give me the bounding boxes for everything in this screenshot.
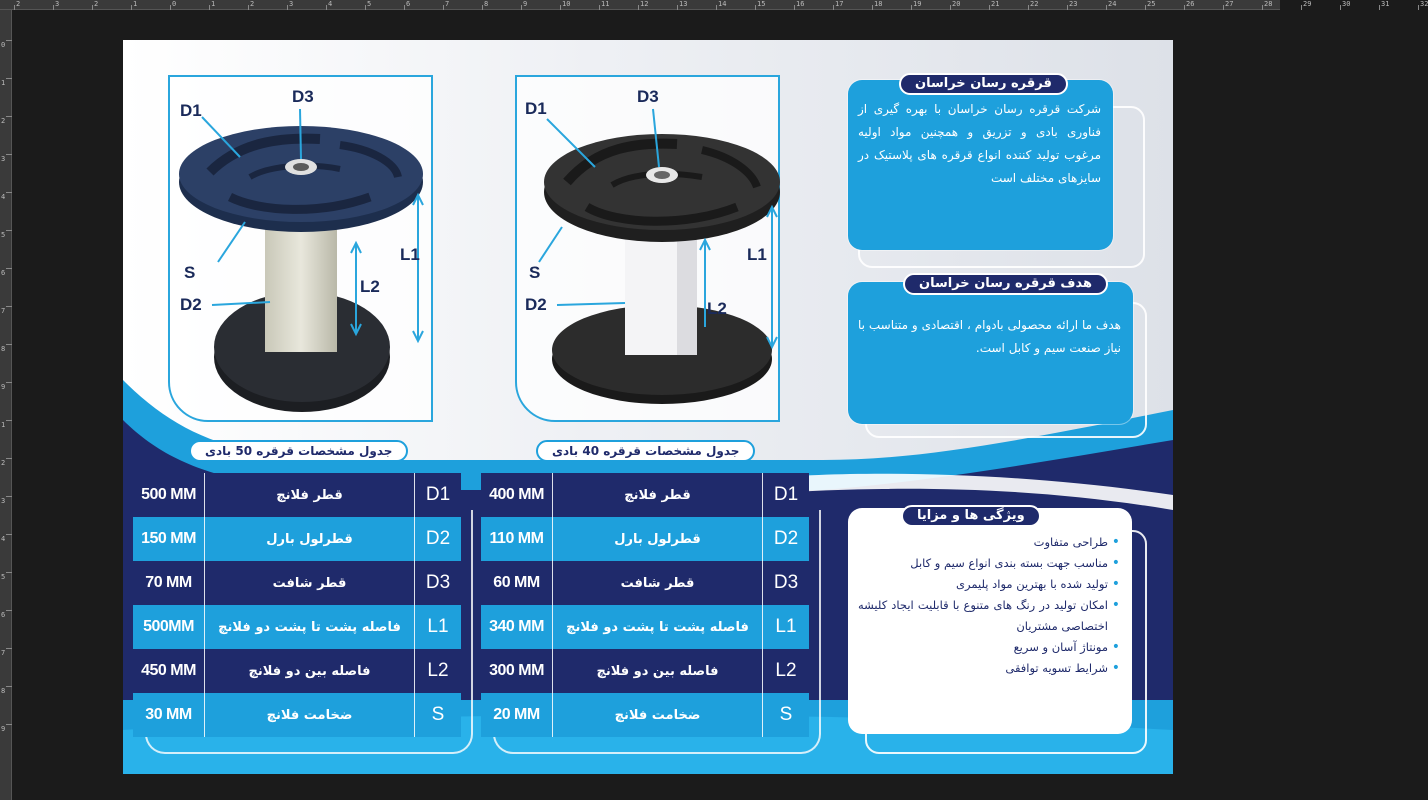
goal-title: هدف قرقره رسان خراسان — [903, 273, 1108, 295]
ruler-tick — [872, 5, 873, 10]
spec-row-d2 — [133, 517, 461, 561]
ruler-tick — [6, 534, 12, 535]
feature-item: • طراحی متفاوت — [858, 532, 1118, 553]
ruler-tick — [6, 382, 12, 383]
ruler-tick — [1067, 5, 1068, 10]
ruler-tick — [6, 496, 12, 497]
ruler-number: 2 — [94, 0, 99, 8]
ruler-number: 18 — [874, 0, 883, 8]
ruler-tick — [482, 5, 483, 10]
label-d2: D2 — [180, 295, 202, 314]
ruler-tick — [989, 5, 990, 10]
about-text: شرکت قرقره رسان خراسان با بهره گیری از فناوری بادی و تزریق و همچنین مواد اولیه مرغوب تولید کننده انواع قرقره های پلاستیک در سایزهای مختلف است — [858, 102, 1101, 185]
spec-row-d2 — [481, 517, 809, 561]
ruler-number: 10 — [562, 0, 571, 8]
ruler-tick — [1301, 5, 1302, 10]
feature-item: • شرایط تسویه توافقی — [858, 658, 1118, 679]
spec-row-l1 — [133, 605, 461, 649]
ruler-tick — [443, 5, 444, 10]
feature-item: • مونتاژ آسان و سریع — [858, 637, 1118, 658]
spec-code: L1 — [427, 616, 449, 637]
feature-item: • امکان تولید در رنگ های متنوع با قابلیت ایجاد کلیشه اختصاصی مشتریان — [858, 595, 1118, 637]
spec-value: 500MM — [133, 605, 205, 649]
ruler-number: 2 — [1, 459, 6, 467]
spec-code: D2 — [773, 528, 799, 549]
spec-value: 30 MM — [133, 693, 205, 737]
ruler-tick — [6, 648, 12, 649]
ruler-number: 1 — [1, 421, 6, 429]
ruler-number: 13 — [679, 0, 688, 8]
ruler-number: 7 — [445, 0, 450, 8]
ruler-tick — [950, 5, 951, 10]
spec-code: D2 — [425, 528, 451, 549]
ruler-tick — [6, 686, 12, 687]
goal-text: هدف ما ارائه محصولی بادوام ، اقتصادی و متناسب با نیاز صنعت سیم و کابل است. — [858, 318, 1121, 355]
ruler-number: 14 — [718, 0, 727, 8]
ruler-tick — [92, 5, 93, 10]
ruler-tick — [209, 5, 210, 10]
ruler-number: 25 — [1147, 0, 1156, 8]
spec-row-s — [133, 693, 461, 737]
ruler-tick — [638, 5, 639, 10]
spec-name: ضخامت فلانچ — [553, 693, 763, 737]
ruler-number: 9 — [1, 383, 6, 391]
ruler-number: 9 — [523, 0, 528, 8]
spec-value: 70 MM — [133, 561, 205, 605]
spec-50-caption: جدول مشخصات قرقره 50 بادی — [189, 440, 408, 462]
ruler-number: 24 — [1108, 0, 1117, 8]
ruler-tick — [6, 572, 12, 573]
feature-item: • تولید شده با بهترین مواد پلیمری — [858, 574, 1118, 595]
ruler-tick — [794, 5, 795, 10]
ruler-tick — [6, 306, 12, 307]
spec-code: L2 — [427, 660, 449, 681]
ruler-number: 20 — [952, 0, 961, 8]
ruler-tick — [6, 78, 12, 79]
ruler-number: 2 — [16, 0, 21, 8]
label-l1: L1 — [400, 245, 420, 264]
ruler-number: 26 — [1186, 0, 1195, 8]
ruler-tick — [6, 154, 12, 155]
ruler-tick — [6, 458, 12, 459]
ruler-tick — [1418, 5, 1419, 10]
ruler-tick — [365, 5, 366, 10]
ruler-number: 8 — [1, 687, 6, 695]
ruler-tick — [833, 5, 834, 10]
ruler-left — [0, 10, 12, 800]
ruler-number: 3 — [289, 0, 294, 8]
spec-40-caption: جدول مشخصات قرقره 40 بادی — [536, 440, 755, 462]
spec-name: قطرلول بارل — [553, 517, 763, 561]
ruler-number: 0 — [1, 41, 6, 49]
ruler-number: 30 — [1342, 0, 1351, 8]
ruler-number: 5 — [1, 231, 6, 239]
spec-row-d1 — [481, 473, 809, 517]
ruler-tick — [1223, 5, 1224, 10]
spec-value: 110 MM — [481, 517, 553, 561]
ruler-top — [0, 0, 1428, 10]
ruler-number: 15 — [757, 0, 766, 8]
spec-code: L2 — [775, 660, 797, 681]
spec-name: قطر فلانچ — [205, 473, 415, 517]
spec-value: 60 MM — [481, 561, 553, 605]
spec-code: D1 — [773, 484, 799, 505]
spec-name: قطرلول بارل — [205, 517, 415, 561]
ruler-tick — [1340, 5, 1341, 10]
ruler-tick — [1106, 5, 1107, 10]
ruler-tick — [1145, 5, 1146, 10]
spec-name: قطر فلانچ — [553, 473, 763, 517]
ruler-number: 6 — [1, 611, 6, 619]
spec-row-d3 — [133, 561, 461, 605]
label-l1: L1 — [747, 245, 767, 264]
features-list — [858, 532, 1118, 679]
spec-row-d3 — [481, 561, 809, 605]
spec-value: 400 MM — [481, 473, 553, 517]
ruler-tick — [1184, 5, 1185, 10]
ruler-tick — [6, 344, 12, 345]
feature-item: • مناسب جهت بسته بندی انواع سیم و کابل — [858, 553, 1118, 574]
spec-code: S — [431, 704, 445, 725]
ruler-number: 23 — [1069, 0, 1078, 8]
ruler-tick — [1379, 5, 1380, 10]
spec-value: 300 MM — [481, 649, 553, 693]
spec-value: 500 MM — [133, 473, 205, 517]
spec-value: 450 MM — [133, 649, 205, 693]
ruler-tick — [716, 5, 717, 10]
spec-row-l2 — [481, 649, 809, 693]
ruler-number: 8 — [484, 0, 489, 8]
ruler-tick — [1262, 5, 1263, 10]
ruler-number: 7 — [1, 307, 6, 315]
ruler-number: 31 — [1381, 0, 1390, 8]
spec-row-l1 — [481, 605, 809, 649]
spec-value: 150 MM — [133, 517, 205, 561]
ruler-number: 0 — [172, 0, 177, 8]
ruler-number: 5 — [1, 573, 6, 581]
spec-code: D3 — [773, 572, 799, 593]
ruler-number: 22 — [1030, 0, 1039, 8]
spec-name: فاصله پشت تا پشت دو فلانچ — [205, 605, 415, 649]
spool-40-photo-frame — [515, 75, 780, 422]
flyer-canvas — [123, 40, 1173, 774]
ruler-number: 16 — [796, 0, 805, 8]
ruler-number: 2 — [250, 0, 255, 8]
label-l2: L2 — [707, 299, 727, 318]
spec-name: قطر شافت — [553, 561, 763, 605]
spec-name: فاصله پشت تا پشت دو فلانچ — [553, 605, 763, 649]
spec-name: قطر شافت — [205, 561, 415, 605]
spool-40-illustration — [517, 77, 782, 424]
ruler-number: 7 — [1, 649, 6, 657]
ruler-number: 11 — [601, 0, 610, 8]
label-d2: D2 — [525, 295, 547, 314]
spec-row-d1 — [133, 473, 461, 517]
ruler-number: 27 — [1225, 0, 1234, 8]
ruler-tick — [521, 5, 522, 10]
ruler-tick — [326, 5, 327, 10]
about-box — [848, 80, 1113, 250]
ruler-number: 8 — [1, 345, 6, 353]
goal-box — [848, 282, 1133, 424]
ruler-number: 3 — [1, 155, 6, 163]
ruler-number: 29 — [1303, 0, 1312, 8]
label-s: S — [184, 263, 196, 282]
ruler-number: 32 — [1420, 0, 1428, 8]
ruler-number: 1 — [211, 0, 216, 8]
ruler-tick — [6, 724, 12, 725]
ruler-number: 9 — [1, 725, 6, 733]
label-d1: D1 — [180, 101, 202, 120]
ruler-tick — [599, 5, 600, 10]
ruler-tick — [6, 268, 12, 269]
ruler-number: 3 — [1, 497, 6, 505]
ruler-tick — [248, 5, 249, 10]
label-s: S — [529, 263, 541, 282]
ruler-tick — [6, 40, 12, 41]
ruler-number: 17 — [835, 0, 844, 8]
spec-50-table — [133, 473, 461, 737]
ruler-number: 4 — [1, 193, 6, 201]
label-d3: D3 — [637, 87, 659, 106]
ruler-number: 4 — [1, 535, 6, 543]
ruler-tick — [677, 5, 678, 10]
ruler-tick — [6, 192, 12, 193]
ruler-number: 21 — [991, 0, 1000, 8]
about-title: قرقره رسان خراسان — [899, 73, 1068, 95]
ruler-tick — [755, 5, 756, 10]
ruler-number: 1 — [133, 0, 138, 8]
spool-50-photo-frame — [168, 75, 433, 422]
ruler-number: 12 — [640, 0, 649, 8]
ruler-number: 6 — [406, 0, 411, 8]
ruler-tick — [287, 5, 288, 10]
ruler-number: 1 — [1, 79, 6, 87]
ruler-tick — [560, 5, 561, 10]
spec-40-table — [481, 473, 809, 737]
ruler-tick — [170, 5, 171, 10]
label-l2: L2 — [360, 277, 380, 296]
spec-name: ضخامت فلانچ — [205, 693, 415, 737]
ruler-tick — [53, 5, 54, 10]
ruler-number: 28 — [1264, 0, 1273, 8]
ruler-tick — [911, 5, 912, 10]
spec-value: 20 MM — [481, 693, 553, 737]
ruler-tick — [6, 420, 12, 421]
label-d3: D3 — [292, 87, 314, 106]
spec-name: فاصله بین دو فلانچ — [205, 649, 415, 693]
ruler-tick — [131, 5, 132, 10]
ruler-tick — [404, 5, 405, 10]
ruler-tick — [6, 610, 12, 611]
label-d1: D1 — [525, 99, 547, 118]
spool-50-illustration — [170, 77, 435, 424]
ruler-tick — [6, 116, 12, 117]
spec-code: D1 — [425, 484, 451, 505]
spec-code: L1 — [775, 616, 797, 637]
spec-name: فاصله بین دو فلانچ — [553, 649, 763, 693]
ruler-tick — [6, 230, 12, 231]
ruler-number: 2 — [1, 117, 6, 125]
features-title: ویژگی ها و مزایا — [901, 505, 1041, 527]
ruler-tick — [14, 5, 15, 10]
ruler-number: 6 — [1, 269, 6, 277]
ruler-number: 3 — [55, 0, 60, 8]
ruler-number: 4 — [328, 0, 333, 8]
ruler-tick — [1028, 5, 1029, 10]
spec-code: S — [779, 704, 793, 725]
spec-row-s — [481, 693, 809, 737]
ruler-number: 19 — [913, 0, 922, 8]
spec-row-l2 — [133, 649, 461, 693]
spec-code: D3 — [425, 572, 451, 593]
features-box — [848, 508, 1132, 734]
ruler-number: 5 — [367, 0, 372, 8]
spec-value: 340 MM — [481, 605, 553, 649]
